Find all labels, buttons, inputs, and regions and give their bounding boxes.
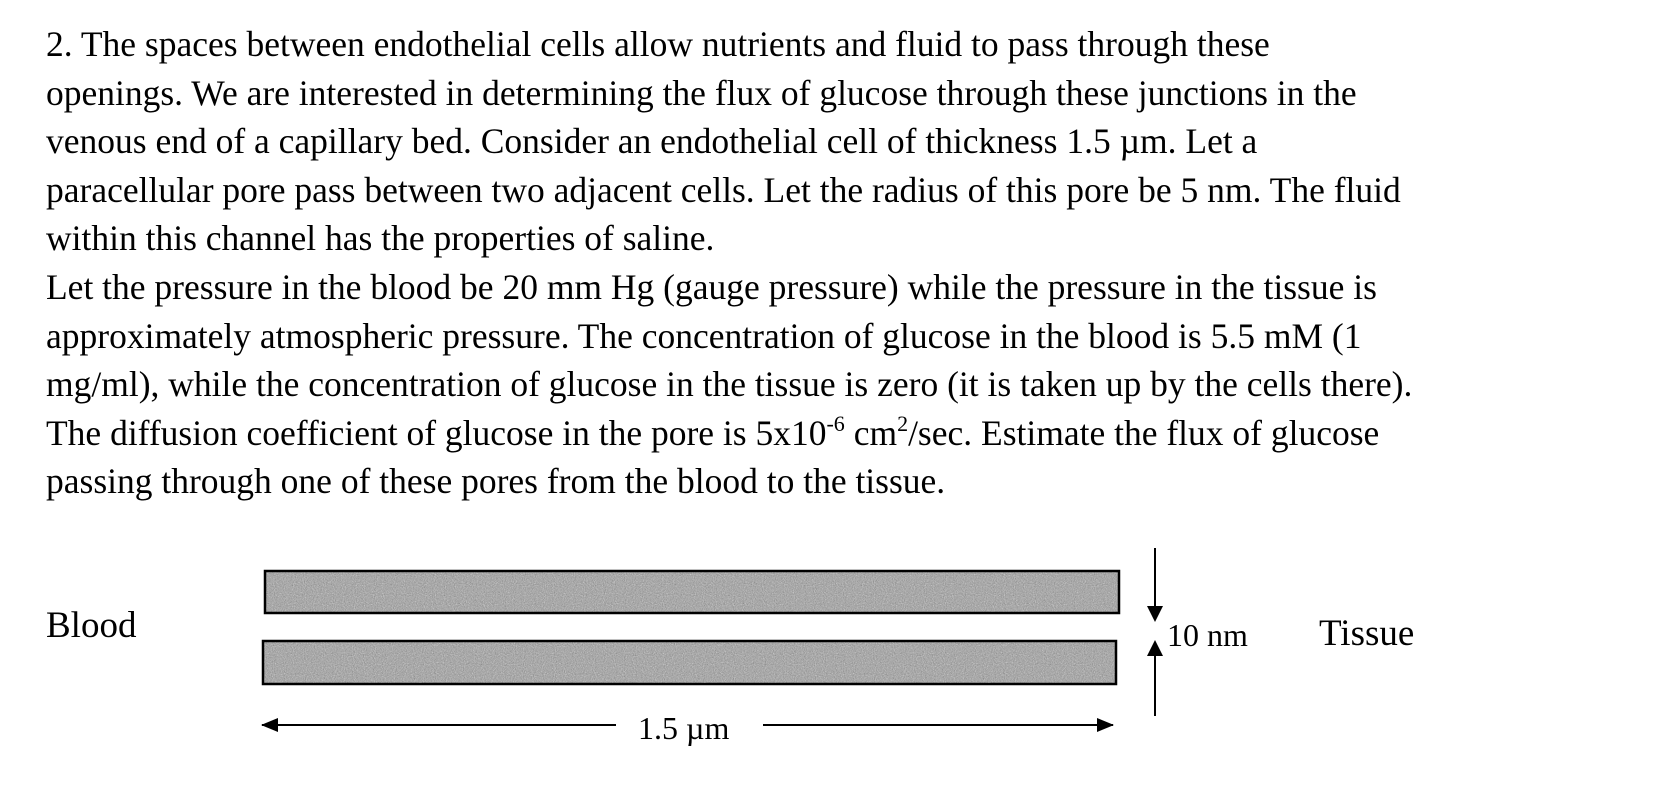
- length-arrowhead-left: [261, 718, 278, 732]
- gap-arrowhead-up: [1147, 640, 1163, 656]
- upper-endothelial-cell: [265, 571, 1119, 613]
- lower-endothelial-cell: [263, 641, 1116, 684]
- problem-line-3: venous end of a capillary bed. Consider an endothelial cell of thickness 1.5 µm. Let a: [46, 121, 1258, 162]
- diffusion-exponent: -6: [826, 410, 845, 436]
- problem-line-8: mg/ml), while the concentration of glucose in the tissue is zero (it is taken up by the cells there).: [46, 364, 1413, 405]
- gap-arrowhead-down: [1147, 606, 1163, 622]
- diffusion-unit-exponent: 2: [897, 410, 909, 436]
- pore-gap-dimension: [1147, 548, 1163, 716]
- diffusion-text-after: /sec. Estimate the flux of glucose: [908, 412, 1380, 453]
- diffusion-unit: cm: [844, 412, 898, 453]
- tissue-label: Tissue: [1319, 613, 1415, 654]
- blood-label: Blood: [46, 605, 137, 646]
- problem-line-7: approximately atmospheric pressure. The concentration of glucose in the blood is 5.5 mM (1: [46, 315, 1362, 356]
- problem-line-2: openings. We are interested in determining the flux of glucose through these junctions in the: [46, 72, 1357, 113]
- length-arrowhead-right: [1097, 718, 1114, 732]
- problem-line-6: Let the pressure in the blood be 20 mm Hg (gauge pressure) while the pressure in the tissue is: [46, 266, 1377, 307]
- gap-label: 10 nm: [1167, 617, 1248, 653]
- diffusion-text-before: The diffusion coefficient of glucose in the pore is 5x10: [46, 412, 827, 453]
- length-label: 1.5 µm: [638, 710, 730, 746]
- problem-line-4: paracellular pore pass between two adjacent cells. Let the radius of this pore be 5 nm. The fluid: [46, 169, 1401, 210]
- problem-line-1: 2. The spaces between endothelial cells allow nutrients and fluid to pass through these: [46, 24, 1270, 64]
- problem-line-5: within this channel has the properties of saline.: [46, 218, 715, 259]
- problem-line-last: passing through one of these pores from the blood to the tissue.: [46, 461, 946, 502]
